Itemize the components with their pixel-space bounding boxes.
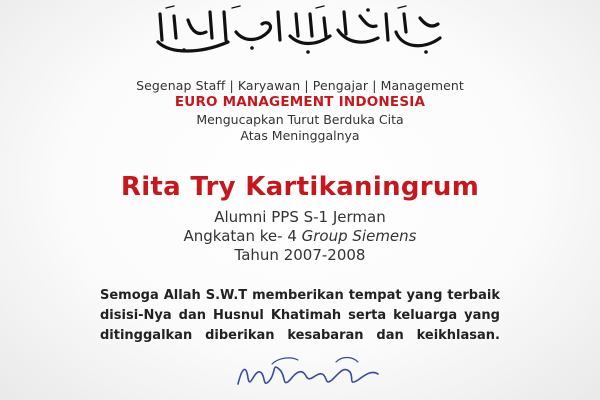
batch-prefix: Angkatan ke- 4 xyxy=(183,227,302,245)
deceased-name: Rita Try Kartikaningrum xyxy=(120,172,480,202)
batch-group: Group Siemens xyxy=(301,227,417,245)
prayer-paragraph xyxy=(100,286,500,346)
batch-line xyxy=(0,227,600,245)
condolence-subtitle: Atas Meninggalnya xyxy=(240,128,360,143)
signature xyxy=(232,350,392,394)
prayer-line-1: Semoga Allah S.W.T memberikan tempat yang terbaik xyxy=(100,288,500,303)
organization-line: Segenap Staff | Karyawan | Pengajar | Management xyxy=(136,78,464,93)
years-line: Tahun 2007-2008 xyxy=(234,246,366,264)
prayer-line-3: ditinggalkan diberikan kesabaran dan keikhlasan. xyxy=(100,328,500,343)
prayer-line-2: disisi-Nya dan Husnul Khatimah serta keluarga yang xyxy=(100,308,500,323)
arabic-calligraphy xyxy=(140,2,460,60)
alumni-line: Alumni PPS S-1 Jerman xyxy=(214,208,386,226)
company-name: EURO MANAGEMENT INDONESIA xyxy=(174,94,426,110)
condolence-message: Mengucapkan Turut Berduka Cita xyxy=(196,112,404,127)
